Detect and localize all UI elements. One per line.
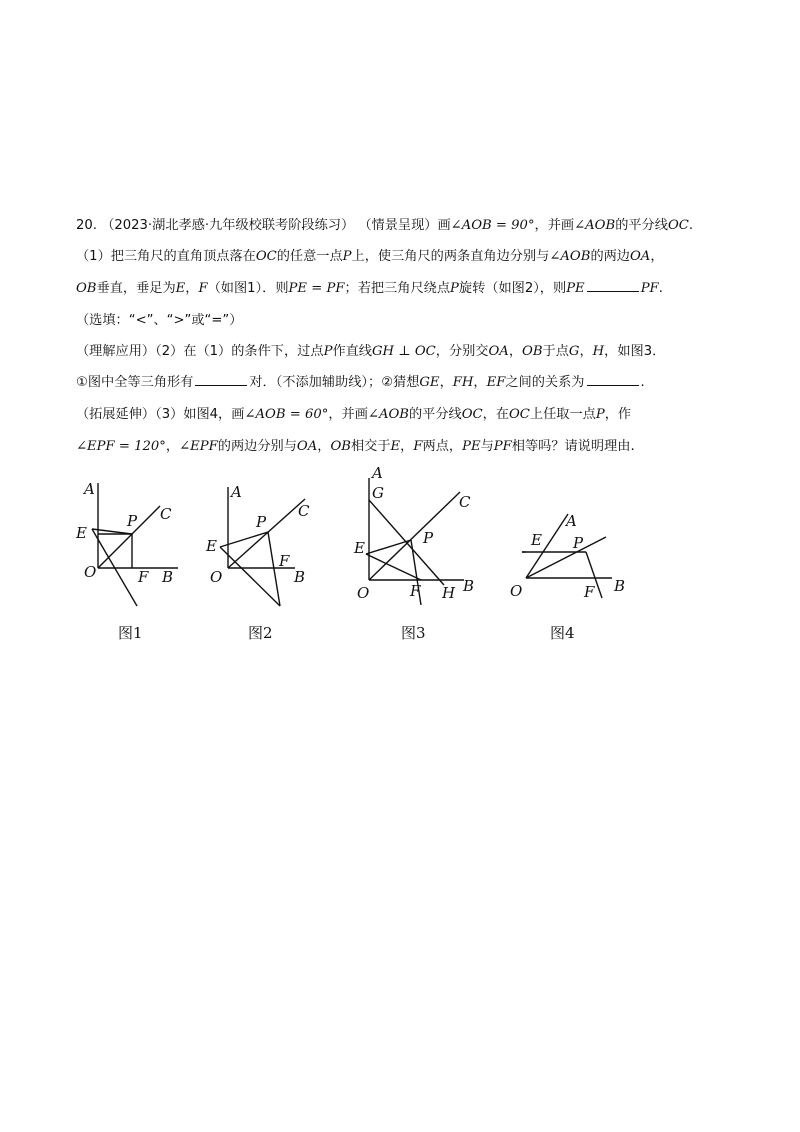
math-oa: OA xyxy=(488,344,509,359)
fig3-label-o: O xyxy=(357,584,370,602)
section-tag-2: （理解应用） xyxy=(76,344,156,359)
text: 上，使三角尺的两条直角边分别与 xyxy=(351,249,550,264)
math-angle: ∠AOB xyxy=(574,218,616,233)
text: . xyxy=(640,375,645,390)
text: ，在 xyxy=(482,407,509,422)
math-p: P xyxy=(342,249,352,264)
section-tag-3: （拓展延伸） xyxy=(76,407,156,422)
math-pf: PF xyxy=(640,281,659,296)
fig1-label-c: C xyxy=(160,505,172,523)
caption-fig-1: 图1 xyxy=(118,624,143,642)
caption-fig-2: 图2 xyxy=(248,624,273,642)
math-angle: ∠EPF xyxy=(179,439,218,454)
math-f: F xyxy=(413,439,423,454)
math-oc: OC xyxy=(255,249,277,264)
fig3-label-b: B xyxy=(463,577,475,595)
figure-1 xyxy=(75,480,178,606)
fig4-label-b: B xyxy=(614,577,626,595)
text: 的两边 xyxy=(590,249,630,264)
text: （2）在（1）的条件下，过点 xyxy=(155,344,324,359)
math-e: E xyxy=(390,439,401,454)
fig2-triangle-hyp xyxy=(220,547,280,606)
fig4-label-a: A xyxy=(566,512,577,530)
text: 垂直，垂足为 xyxy=(96,281,176,296)
text: ，如图3． xyxy=(604,344,666,359)
text: ， xyxy=(650,249,664,264)
math-e: E xyxy=(175,281,186,296)
options-hint: （选填：“<”、“>”或“=”） xyxy=(76,313,243,328)
text: 旋转（如图2），则 xyxy=(458,281,567,296)
text: 的平分线 xyxy=(615,218,668,233)
math-h: H xyxy=(592,344,605,359)
math-p: P xyxy=(450,281,459,296)
math-oc: OC xyxy=(461,407,483,422)
fig1-label-e: E xyxy=(76,524,87,542)
text: ， xyxy=(165,439,180,454)
text: 画 xyxy=(437,218,451,233)
text: . xyxy=(688,218,694,233)
math-oc: OC xyxy=(667,218,689,233)
math-ob: OB xyxy=(330,439,351,454)
math-oa: OA xyxy=(630,249,651,264)
math-angle: ∠AOB xyxy=(367,407,409,422)
math-f: F xyxy=(198,281,208,296)
text: 的平分线 xyxy=(408,407,462,422)
math-ge: GE xyxy=(419,375,440,390)
fig2-label-e: E xyxy=(206,537,217,555)
text: ， xyxy=(473,375,487,390)
text: ， xyxy=(185,281,199,296)
fig2-label-p: P xyxy=(256,513,267,531)
text: 相等吗？请说明理由. xyxy=(511,439,635,454)
math-ef: EF xyxy=(486,375,506,390)
text: 于点 xyxy=(542,344,569,359)
math-pe: PE xyxy=(566,281,585,296)
math-pf: PF xyxy=(493,439,512,454)
text: 相交于 xyxy=(350,439,391,454)
math-oa: OA xyxy=(296,439,318,454)
fig3-label-g: G xyxy=(372,484,384,502)
fig3-ef xyxy=(366,554,421,580)
fig1-label-o: O xyxy=(84,563,97,581)
fig2-label-f: F xyxy=(279,552,290,570)
fig4-label-p: P xyxy=(573,534,584,552)
text: ， xyxy=(317,439,331,454)
caption-fig-4: 图4 xyxy=(550,624,575,642)
text: （如图1）．则 xyxy=(207,281,289,296)
fig2-label-c: C xyxy=(298,502,310,520)
text: （1）把三角尺的直角顶点落在 xyxy=(76,249,256,264)
fig3-pe xyxy=(366,540,411,554)
text: 作直线 xyxy=(332,344,372,359)
text: ， xyxy=(508,344,523,359)
fig1-label-f: F xyxy=(138,568,149,586)
fig3-label-f: F xyxy=(410,582,421,600)
text: 之间的关系为 xyxy=(505,375,585,390)
fig3-label-e: E xyxy=(354,539,365,557)
math-fh: FH xyxy=(452,375,474,390)
text: ， xyxy=(579,344,593,359)
fig3-label-p: P xyxy=(423,529,434,547)
figure-3 xyxy=(353,464,474,605)
fig1-label-a: A xyxy=(84,480,95,498)
math-ob: OB xyxy=(76,281,97,296)
text: ，并画 xyxy=(328,407,368,422)
text: ， xyxy=(439,375,453,390)
text: . xyxy=(658,281,663,296)
math-pe-eq-pf: PE = PF xyxy=(288,281,345,296)
math-g: G xyxy=(568,344,580,359)
text: 上任取一点 xyxy=(529,407,596,422)
math-ob: OB xyxy=(522,344,543,359)
math-angle: ∠AOB = 60° xyxy=(244,407,329,422)
fig2-label-o: O xyxy=(210,568,223,586)
figure-4 xyxy=(510,512,625,601)
fig4-label-e: E xyxy=(531,531,542,549)
fig3-label-h: H xyxy=(442,584,456,602)
fig2-label-a: A xyxy=(231,483,242,501)
section-tag-1: （情景呈现） xyxy=(358,218,438,233)
text: ；若把三角尺绕点 xyxy=(344,281,451,296)
text: ①图中全等三角形有 xyxy=(76,375,194,390)
fig3-label-c: C xyxy=(459,493,471,511)
text: 两点， xyxy=(422,439,463,454)
fig3-label-a: A xyxy=(372,464,383,482)
text: 与 xyxy=(480,439,494,454)
math-p: P xyxy=(595,407,605,422)
math-pe: PE xyxy=(462,439,481,454)
fig1-label-p: P xyxy=(127,512,138,530)
text: ，分别交 xyxy=(435,344,489,359)
text: 的两边分别与 xyxy=(217,439,297,454)
problem-source: （2023·湖北孝感·九年级校联考阶段练习） xyxy=(101,218,355,233)
math-angle: ∠AOB xyxy=(549,249,591,264)
fig1-label-b: B xyxy=(162,568,174,586)
figure-2 xyxy=(205,483,310,606)
caption-fig-3: 图3 xyxy=(401,624,426,642)
math-gh-perp-oc: GH ⊥ OC xyxy=(372,344,436,359)
fig2-label-b: B xyxy=(294,568,306,586)
math-p: P xyxy=(323,344,333,359)
text: ，并画 xyxy=(534,218,575,233)
text: ，作 xyxy=(604,407,632,422)
text: （3）如图4，画 xyxy=(155,407,245,422)
problem-number: 20. xyxy=(76,218,97,233)
fig4-label-f: F xyxy=(584,583,595,601)
fig4-label-o: O xyxy=(510,582,523,600)
text: 对．（不添加辅助线）；②猜想 xyxy=(249,375,420,390)
fig2-ray-oc xyxy=(228,499,305,568)
math-oc: OC xyxy=(509,407,530,422)
text: 的任意一点 xyxy=(276,249,343,264)
math-angle: ∠EPF = 120° xyxy=(76,439,166,454)
math-angle: ∠AOB = 90° xyxy=(450,218,535,233)
text: ， xyxy=(400,439,414,454)
